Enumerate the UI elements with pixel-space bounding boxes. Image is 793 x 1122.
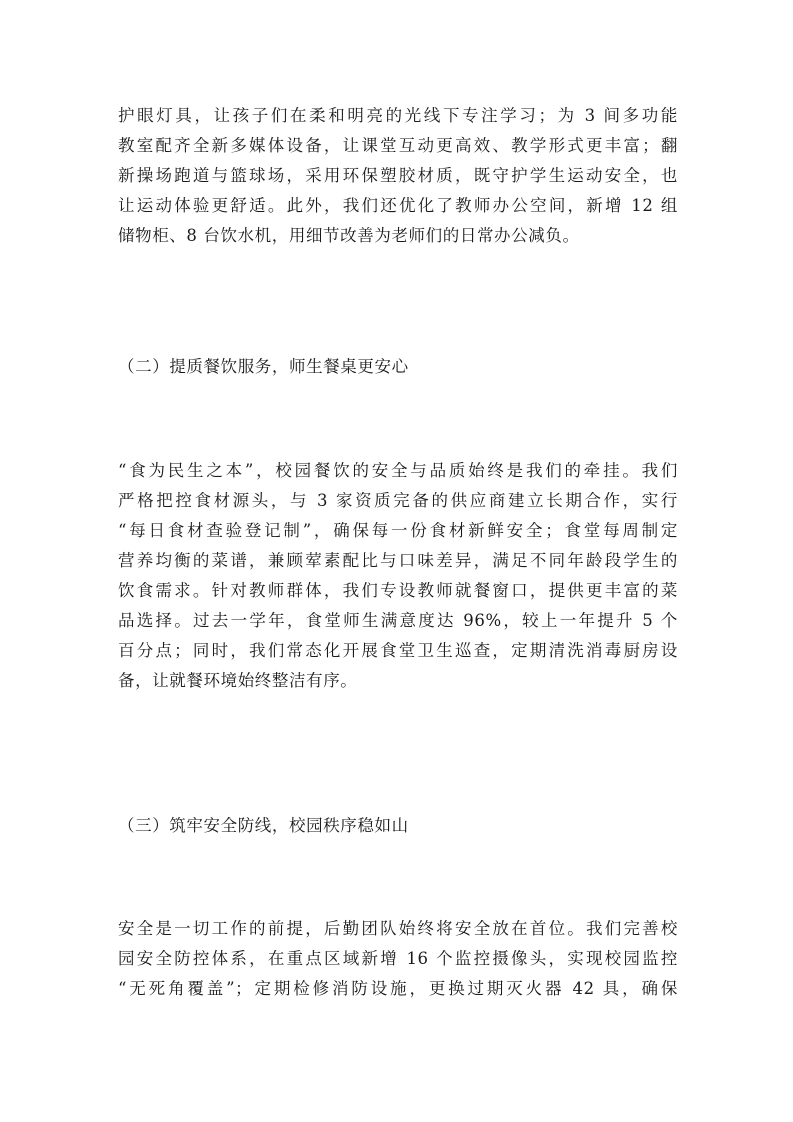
paragraph-line: 教室配齐全新多媒体设备，让课堂互动更高效、教学形式更丰富；翻	[118, 136, 678, 155]
paragraph-line: 护眼灯具，让孩子们在柔和明亮的光线下专注学习；为 3 间多功能	[118, 106, 678, 125]
paragraph-line: “无死角覆盖”；定期检修消防设施，更换过期灭火器 42 具，确保	[118, 979, 678, 998]
paragraph-line: 营养均衡的菜谱，兼顾荤素配比与口味差异，满足不同年龄段学生的	[118, 551, 678, 570]
paragraph-line: 储物柜、8 台饮水机，用细节改善为老师们的日常办公减负。	[118, 226, 580, 245]
paragraph-line: 让运动体验更舒适。此外，我们还优化了教师办公空间，新增 12 组	[118, 196, 678, 215]
paragraph-line: 备，让就餐环境始终整洁有序。	[118, 671, 358, 690]
paragraph-safety	[118, 914, 678, 1004]
paragraph-facilities-continued	[118, 101, 678, 251]
paragraph-line: 百分点；同时，我们常态化开展食堂卫生巡查，定期清洗消毒厨房设	[118, 641, 678, 660]
paragraph-line: 新操场跑道与篮球场，采用环保塑胶材质，既守护学生运动安全，也	[118, 166, 678, 185]
paragraph-line: 安全是一切工作的前提，后勤团队始终将安全放在首位。我们完善校	[118, 919, 678, 938]
paragraph-line: 品选择。过去一学年，食堂师生满意度达 96%，较上一年提升 5 个	[118, 611, 678, 630]
paragraph-catering	[118, 456, 678, 696]
paragraph-line: “每日食材查验登记制”，确保每一份食材新鲜安全；食堂每周制定	[118, 521, 678, 540]
paragraph-line: 饮食需求。针对教师群体，我们专设教师就餐窗口，提供更丰富的菜	[118, 581, 678, 600]
paragraph-line: 园安全防控体系，在重点区域新增 16 个监控摄像头，实现校园监控	[118, 949, 678, 968]
paragraph-line: “食为民生之本”，校园餐饮的安全与品质始终是我们的牵挂。我们	[118, 461, 678, 480]
paragraph-line: 严格把控食材源头，与 3 家资质完备的供应商建立长期合作，实行	[118, 491, 678, 510]
section-heading-catering: （二）提质餐饮服务，师生餐桌更安心	[118, 357, 409, 376]
section-heading-safety: （三）筑牢安全防线，校园秩序稳如山	[118, 816, 409, 835]
